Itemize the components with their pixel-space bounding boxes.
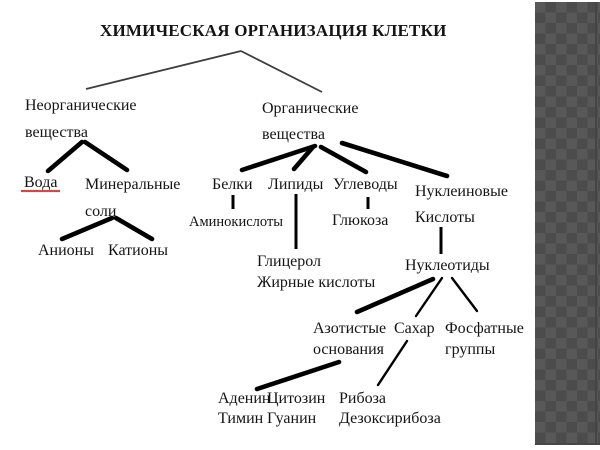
node-amino-acids: Аминокислоты [189, 214, 284, 230]
node-sugar: Сахар [394, 320, 435, 337]
node-cations: Катионы [108, 242, 169, 259]
node-glucose: Глюкоза [332, 212, 389, 229]
node-inorganic-substances: Неорганические вещества [25, 97, 137, 141]
decorative-side-strip [535, 2, 600, 445]
node-cytosine-guanine: Цитозин Гуанин [267, 390, 326, 427]
connector-line [86, 51, 241, 89]
node-adenine-thymine: Аденин Тимин [218, 390, 271, 427]
connector-line [85, 142, 127, 170]
node-ribose-deoxyribose: Рибоза Дезоксирибоза [339, 390, 441, 427]
node-anions: Анионы [38, 242, 94, 259]
node-water: Вода [24, 174, 58, 191]
node-phosphate-groups: Фосфатные группы [445, 320, 524, 358]
page-title: ХИМИЧЕСКАЯ ОРГАНИЗАЦИЯ КЛЕТКИ [100, 21, 447, 40]
node-proteins: Белки [212, 176, 253, 193]
connector-line [48, 142, 82, 171]
node-glycerol-fatty-acids: Глицерол Жирные кислоты [257, 253, 376, 291]
node-organic-substances: Органические вещества [262, 100, 359, 143]
connector-line [257, 362, 339, 389]
node-lipids: Липиды [268, 176, 324, 193]
node-mineral-salts: Минеральные соли [85, 176, 181, 220]
side-strip-edge [595, 2, 597, 443]
node-nitrogenous-bases: Азотистые основания [313, 320, 387, 358]
node-nucleotides: Нуклеотиды [405, 257, 490, 274]
connector-line [452, 278, 477, 311]
connector-line [241, 51, 322, 92]
node-carbohydrates: Углеводы [333, 176, 398, 193]
node-nucleic-acids: Нуклеиновые Кислоты [415, 183, 508, 226]
